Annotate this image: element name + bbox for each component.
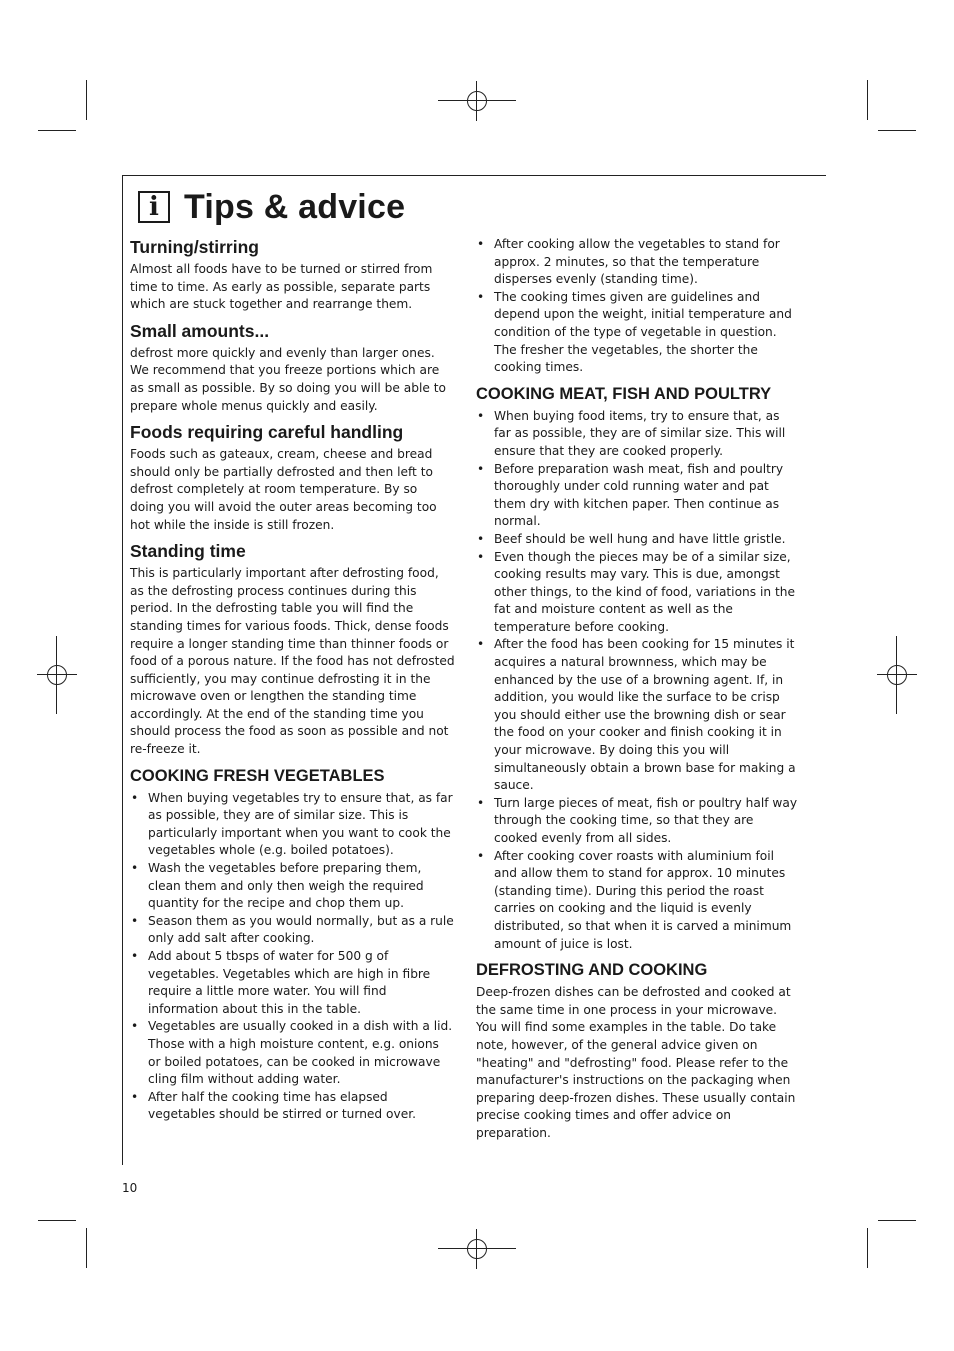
crop-mark xyxy=(38,130,76,131)
page-header xyxy=(138,184,405,230)
section-heading: Standing time xyxy=(130,541,246,562)
list-item: • Vegetables are usually cooked in a dish with a lid. Those with a high moisture content, e.g. onions or boiled potatoes, can be cooked in microwave cling film without adding water. xyxy=(130,1018,455,1088)
crop-mark xyxy=(867,80,868,120)
list-item: • Wash the vegetables before preparing them, clean them and only then weigh the required quantity for the recipe and chop them up. xyxy=(130,860,455,913)
crop-mark xyxy=(38,1220,76,1221)
left-column xyxy=(130,236,455,1126)
list-item: • Before preparation wash meat, fish and poultry thoroughly under cold running water and pat them dry with kitchen paper. Then continue as normal. xyxy=(476,461,800,531)
registration-mark-right xyxy=(877,636,917,714)
list-item: • After cooking allow the vegetables to stand for approx. 2 minutes, so that the temperature disperses evenly (standing time). xyxy=(476,236,800,289)
info-icon: i xyxy=(138,191,170,223)
section-text: This is particularly important after defrosting food, as the defrosting process continues during this period. In the defrosting table you will find the standing times for various foods. Thick, dense foods require a longer standing time than thinner foods or food of a porous nature. If the food has not defrosted sufficiently, you may continue defrosting it in the microwave oven or lengthen the standing time accordingly. At the end of the standing time you should process the food as soon as possible and not re-freeze it. xyxy=(130,566,455,757)
section-standing-time xyxy=(130,540,455,759)
right-column xyxy=(476,236,800,1145)
section-fresh-vegetables xyxy=(130,765,455,1124)
bullet-list xyxy=(476,236,800,377)
section-text: Deep-frozen dishes can be defrosted and cooked at the same time in one process in your microwave. You will find some examples in the table. Do take note, however, of the general advice given on "heating" and "defrosting" food. Please refer to the manufacturer's instructions on the packaging when preparing deep-frozen dishes. These usually contain precise cooking times and offer advice on preparation. xyxy=(476,985,796,1140)
crop-mark xyxy=(86,80,87,120)
registration-mark-bottom xyxy=(438,1229,516,1269)
bullet-list xyxy=(130,790,455,1124)
section-heading: Small amounts... xyxy=(130,320,270,341)
section-heading: COOKING FRESH VEGETABLES xyxy=(130,766,385,785)
page-number: 10 xyxy=(122,1181,138,1195)
crop-mark xyxy=(878,130,916,131)
page-title: Tips & advice xyxy=(184,187,406,226)
list-item: • Turn large pieces of meat, fish or poultry half way through the cooking time, so that they are cooked evenly from all sides. xyxy=(476,795,800,848)
list-item: • The cooking times given are guidelines and depend upon the weight, initial temperature and condition of the type of vegetable in question. The fresher the vegetables, the shorter the cooking times. xyxy=(476,289,800,377)
list-item: • Beef should be well hung and have little gristle. xyxy=(476,531,800,549)
list-item: • When buying food items, try to ensure that, as far as possible, they are of similar size. This will ensure that they are cooked properly. xyxy=(476,408,800,461)
list-item: • After half the cooking time has elapsed vegetables should be stirred or turned over. xyxy=(130,1089,455,1124)
section-heading: COOKING MEAT, FISH AND POULTRY xyxy=(476,384,772,403)
margin-rule xyxy=(122,175,123,1165)
section-text: Almost all foods have to be turned or stirred from time to time. As early as possible, separate parts which are stuck together and rearrange them. xyxy=(130,262,433,312)
crop-mark xyxy=(86,1228,87,1268)
crop-mark xyxy=(878,1220,916,1221)
crop-mark xyxy=(867,1228,868,1268)
registration-mark-left xyxy=(37,636,77,714)
registration-mark-top xyxy=(438,81,516,121)
list-item: • After the food has been cooking for 15 minutes it acquires a natural brownness, which may be enhanced by the use of a browning agent. If, in addition, you would like the surface to be crisp you should either use the browning dish or sear the food on your cooker and finish cooking it in your microwave. By doing this you will simultaneously obtain a brown base for making a sauce. xyxy=(476,636,800,794)
list-item: • When buying vegetables try to ensure that, as far as possible, they are of similar size. This is particularly important when you want to cook the vegetables whole (e.g. boiled potatoes). xyxy=(130,790,455,860)
section-vegetables-continued xyxy=(476,236,800,377)
section-small-amounts xyxy=(130,320,455,415)
list-item: • After cooking cover roasts with aluminium foil and allow them to stand for approx. 10 minutes (standing time). During this period the roast carries on cooking and the liquid is evenly distributed, so that when it is carved a minimum amount of juice is lost. xyxy=(476,848,800,954)
section-text: Foods such as gateaux, cream, cheese and bread should only be partially defrosted and then left to defrost completely at room temperature. By so doing you will avoid the outer areas becoming too hot while the inside is still frozen. xyxy=(130,447,437,532)
section-heading: DEFROSTING AND COOKING xyxy=(476,961,708,980)
list-item: • Season them as you would normally, but as a rule only add salt after cooking. xyxy=(130,913,455,948)
list-item: • Even though the pieces may be of a similar size, cooking results may vary. This is due, amongst other things, to the kind of food, variations in the fat and moisture content as well as the temperature before cooking. xyxy=(476,549,800,637)
section-text: defrost more quickly and evenly than larger ones. We recommend that you freeze portions which are as small as possible. By so doing you will be able to prepare whole menus quickly and easily. xyxy=(130,345,446,413)
section-turning xyxy=(130,236,455,314)
section-heading: Foods requiring careful handling xyxy=(130,422,404,443)
bullet-list xyxy=(476,408,800,953)
list-item: • Add about 5 tbsps of water for 500 g of vegetables. Vegetables which are high in fibre require a little more water. You will find information about this in the table. xyxy=(130,948,455,1018)
section-meat-fish-poultry xyxy=(476,383,800,953)
header-rule xyxy=(122,175,826,176)
section-careful-handling xyxy=(130,421,455,534)
section-heading: Turning/stirring xyxy=(130,237,259,257)
section-defrosting-cooking xyxy=(476,959,800,1142)
